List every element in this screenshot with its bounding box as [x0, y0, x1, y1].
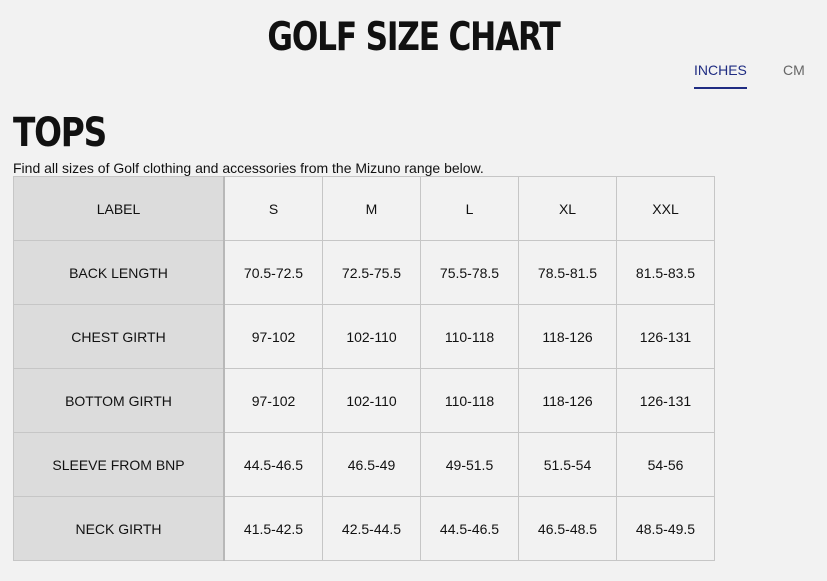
table-cell: 70.5-72.5	[224, 241, 323, 305]
table-cell: 51.5-54	[519, 433, 617, 497]
table-cell: 97-102	[224, 369, 323, 433]
table-cell: 118-126	[519, 369, 617, 433]
header-label-cell: LABEL	[14, 177, 225, 241]
table-cell: 78.5-81.5	[519, 241, 617, 305]
table-cell: 48.5-49.5	[617, 497, 715, 561]
table-cell: 102-110	[323, 369, 421, 433]
table-row	[14, 305, 715, 369]
tab-cm[interactable]: CM	[783, 62, 805, 78]
table-cell: 110-118	[421, 369, 519, 433]
table-row	[14, 433, 715, 497]
table-cell: 126-131	[617, 369, 715, 433]
section-description: Find all sizes of Golf clothing and accessories from the Mizuno range below.	[13, 160, 484, 176]
table-header-row	[14, 177, 715, 241]
row-label-sleeve-from-bnp: SLEEVE FROM BNP	[14, 433, 225, 497]
page-title: GOLF SIZE CHART	[267, 15, 560, 60]
header-size-xxl: XXL	[617, 177, 715, 241]
table-cell: 97-102	[224, 305, 323, 369]
table-cell: 49-51.5	[421, 433, 519, 497]
header-size-xl: XL	[519, 177, 617, 241]
table-cell: 118-126	[519, 305, 617, 369]
table-cell: 81.5-83.5	[617, 241, 715, 305]
row-label-bottom-girth: BOTTOM GIRTH	[14, 369, 225, 433]
table-cell: 126-131	[617, 305, 715, 369]
header-size-l: L	[421, 177, 519, 241]
table-cell: 54-56	[617, 433, 715, 497]
table-row	[14, 497, 715, 561]
size-table	[13, 176, 715, 561]
table-cell: 102-110	[323, 305, 421, 369]
table-row	[14, 369, 715, 433]
tab-inches[interactable]: INCHES	[694, 62, 747, 78]
table-cell: 110-118	[421, 305, 519, 369]
table-cell: 72.5-75.5	[323, 241, 421, 305]
table-cell: 46.5-48.5	[519, 497, 617, 561]
row-label-chest-girth: CHEST GIRTH	[14, 305, 225, 369]
row-label-back-length: BACK LENGTH	[14, 241, 225, 305]
table-cell: 46.5-49	[323, 433, 421, 497]
header-size-m: M	[323, 177, 421, 241]
header-size-s: S	[224, 177, 323, 241]
table-cell: 44.5-46.5	[421, 497, 519, 561]
table-cell: 44.5-46.5	[224, 433, 323, 497]
table-cell: 42.5-44.5	[323, 497, 421, 561]
table-row	[14, 241, 715, 305]
table-cell: 41.5-42.5	[224, 497, 323, 561]
section-title: TOPS	[13, 110, 107, 156]
table-cell: 75.5-78.5	[421, 241, 519, 305]
row-label-neck-girth: NECK GIRTH	[14, 497, 225, 561]
